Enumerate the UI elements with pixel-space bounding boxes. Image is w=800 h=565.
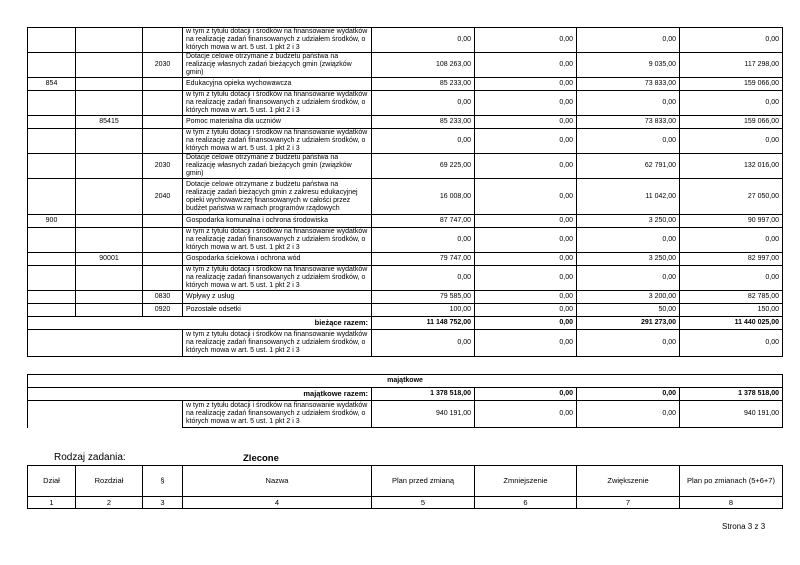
cell-rozdzial <box>76 91 143 116</box>
cell-plan: 79 585,00 <box>372 291 475 304</box>
cell-par <box>143 91 183 116</box>
cell-nazwa: w tym z tytułu dotacji i środków na finansowanie wydatków na realizację zadań finansowanych z udziałem środków, o których mowa w art. 5 ust. 1 pkt 2 i 3 <box>183 91 372 116</box>
cell-rozdzial <box>76 304 143 317</box>
cell-zwi: 0,00 <box>577 129 680 154</box>
cell-zmn: 0,00 <box>475 253 577 266</box>
table-row <box>28 215 783 228</box>
cell-po: 0,00 <box>680 228 783 253</box>
cell-nazwa: Edukacyjna opieka wychowawcza <box>183 78 372 91</box>
table-row <box>28 253 783 266</box>
majatkowe-zmn: 0,00 <box>475 388 577 401</box>
page-number: Strona 3 z 3 <box>722 522 766 531</box>
majatkowe-sub-po: 940 191,00 <box>680 401 783 428</box>
cell-par: 0830 <box>143 291 183 304</box>
cell-nazwa: Wpływy z usług <box>183 291 372 304</box>
cell-rozdzial: 85415 <box>76 116 143 129</box>
cell-par <box>143 253 183 266</box>
cell-rozdzial <box>76 154 143 179</box>
cell-plan: 85 233,00 <box>372 78 475 91</box>
cell-po: 90 997,00 <box>680 215 783 228</box>
biezace-sub-zwi: 0,00 <box>577 330 680 357</box>
majatkowe-sub-nazwa: w tym z tytułu dotacji i środków na finansowanie wydatków na realizację zadań finansowanych z udziałem środków, o których mowa w art. 5 ust. 1 pkt 2 i 3 <box>183 401 372 428</box>
cell-nazwa: w tym z tytułu dotacji i środków na finansowanie wydatków na realizację zadań finansowanych z udziałem środków, o których mowa w art. 5 ust. 1 pkt 2 i 3 <box>183 228 372 253</box>
cell-zmn: 0,00 <box>475 53 577 78</box>
cell-zwi: 0,00 <box>577 91 680 116</box>
cell-par: 2040 <box>143 179 183 215</box>
cell-po: 150,00 <box>680 304 783 317</box>
cell-plan: 79 747,00 <box>372 253 475 266</box>
majatkowe-sub-zmn: 0,00 <box>475 401 577 428</box>
cell-par: 2030 <box>143 53 183 78</box>
cell-plan: 87 747,00 <box>372 215 475 228</box>
cell-zwi: 3 200,00 <box>577 291 680 304</box>
cell-zmn: 0,00 <box>475 154 577 179</box>
cell-dzial <box>28 116 76 129</box>
cell-zwi: 9 035,00 <box>577 53 680 78</box>
cell-plan: 0,00 <box>372 91 475 116</box>
cell-zwi: 73 833,00 <box>577 116 680 129</box>
table-row <box>28 228 783 253</box>
cell-po: 117 298,00 <box>680 53 783 78</box>
cell-dzial <box>28 28 76 53</box>
cell-dzial <box>28 228 76 253</box>
cell-po: 27 050,00 <box>680 179 783 215</box>
majatkowe-table <box>27 374 783 428</box>
table-row <box>28 91 783 116</box>
majatkowe-po: 1 378 518,00 <box>680 388 783 401</box>
cell-dzial: 854 <box>28 78 76 91</box>
cell-zmn: 0,00 <box>475 179 577 215</box>
biezace-po: 11 440 025,00 <box>680 317 783 330</box>
cell-dzial: 900 <box>28 215 76 228</box>
cell-dzial <box>28 291 76 304</box>
cell-rozdzial <box>76 78 143 91</box>
cell-par <box>143 215 183 228</box>
cell-nazwa: Dotacje celowe otrzymane z budżetu państwa na realizację zadań bieżących gmin z zakresu edukacyjnej opieki wychowawczej finansowanych w całości przez budżet państwa w ramach programów rządowych <box>183 179 372 215</box>
budget-table <box>27 27 783 357</box>
table-row <box>28 291 783 304</box>
cell-nazwa: Gospodarka komunalna i ochrona środowiska <box>183 215 372 228</box>
cell-plan: 69 225,00 <box>372 154 475 179</box>
cell-zmn: 0,00 <box>475 78 577 91</box>
col-header-plan: Plan przed zmianą <box>372 466 475 497</box>
cell-par: 2030 <box>143 154 183 179</box>
cell-po: 82 997,00 <box>680 253 783 266</box>
col-header-zwiekszenie: Zwiększenie <box>577 466 680 497</box>
rodzaj-zadania-value: Zlecone <box>243 453 279 464</box>
biezace-sub-plan: 0,00 <box>372 330 475 357</box>
col-number: 3 <box>143 497 183 509</box>
cell-par <box>143 228 183 253</box>
cell-rozdzial <box>76 266 143 291</box>
biezace-zwi: 291 273,00 <box>577 317 680 330</box>
cell-nazwa: Dotacje celowe otrzymane z budżetu państwa na realizację własnych zadań bieżących gmin (związków gmin) <box>183 53 372 78</box>
cell-par <box>143 266 183 291</box>
cell-po: 82 785,00 <box>680 291 783 304</box>
cell-zmn: 0,00 <box>475 228 577 253</box>
col-header-dzial: Dział <box>28 466 76 497</box>
rodzaj-zadania-label: Rodzaj zadania: <box>54 452 126 463</box>
col-header-paragraf: § <box>143 466 183 497</box>
cell-plan: 0,00 <box>372 28 475 53</box>
empty-cell <box>28 330 183 357</box>
cell-plan: 100,00 <box>372 304 475 317</box>
col-header-nazwa: Nazwa <box>183 466 372 497</box>
cell-par <box>143 28 183 53</box>
cell-plan: 0,00 <box>372 129 475 154</box>
cell-zmn: 0,00 <box>475 28 577 53</box>
col-number: 1 <box>28 497 76 509</box>
cell-plan: 0,00 <box>372 266 475 291</box>
majatkowe-plan: 1 378 518,00 <box>372 388 475 401</box>
cell-zmn: 0,00 <box>475 116 577 129</box>
table-row <box>28 266 783 291</box>
cell-zmn: 0,00 <box>475 91 577 116</box>
cell-plan: 85 233,00 <box>372 116 475 129</box>
majatkowe-zwi: 0,00 <box>577 388 680 401</box>
cell-rozdzial <box>76 215 143 228</box>
majatkowe-sub-plan: 940 191,00 <box>372 401 475 428</box>
cell-plan: 108 263,00 <box>372 53 475 78</box>
cell-zwi: 50,00 <box>577 304 680 317</box>
cell-plan: 0,00 <box>372 228 475 253</box>
col-number: 8 <box>680 497 783 509</box>
majatkowe-total-label: majątkowe razem: <box>28 388 372 401</box>
biezace-sub-po: 0,00 <box>680 330 783 357</box>
table-row <box>28 28 783 53</box>
cell-nazwa: Pomoc materialna dla uczniów <box>183 116 372 129</box>
cell-zwi: 62 791,00 <box>577 154 680 179</box>
biezace-sub-nazwa: w tym z tytułu dotacji i środków na finansowanie wydatków na realizację zadań finansowanych z udziałem środków, o których mowa w art. 5 ust. 1 pkt 2 i 3 <box>183 330 372 357</box>
majatkowe-header: majątkowe <box>28 375 783 388</box>
cell-zwi: 0,00 <box>577 228 680 253</box>
cell-par: 0920 <box>143 304 183 317</box>
table-row <box>28 78 783 91</box>
col-number: 2 <box>76 497 143 509</box>
biezace-sub-row <box>28 330 783 357</box>
cell-zmn: 0,00 <box>475 304 577 317</box>
cell-nazwa: Dotacje celowe otrzymane z budżetu państwa na realizację własnych zadań bieżących gmin (związków gmin) <box>183 154 372 179</box>
table-row <box>28 116 783 129</box>
table-row <box>28 154 783 179</box>
cell-zmn: 0,00 <box>475 266 577 291</box>
cell-dzial <box>28 91 76 116</box>
cell-zwi: 0,00 <box>577 266 680 291</box>
col-number: 4 <box>183 497 372 509</box>
table-row <box>28 53 783 78</box>
cell-po: 159 066,00 <box>680 116 783 129</box>
cell-zwi: 3 250,00 <box>577 253 680 266</box>
cell-po: 0,00 <box>680 266 783 291</box>
cell-zmn: 0,00 <box>475 291 577 304</box>
cell-nazwa: w tym z tytułu dotacji i środków na finansowanie wydatków na realizację zadań finansowanych z udziałem środków, o których mowa w art. 5 ust. 1 pkt 2 i 3 <box>183 129 372 154</box>
cell-zwi: 73 833,00 <box>577 78 680 91</box>
cell-par <box>143 116 183 129</box>
table-row <box>28 129 783 154</box>
cell-zwi: 3 250,00 <box>577 215 680 228</box>
cell-po: 0,00 <box>680 91 783 116</box>
col-number: 7 <box>577 497 680 509</box>
cell-nazwa: w tym z tytułu dotacji i środków na finansowanie wydatków na realizację zadań finansowanych z udziałem środków, o których mowa w art. 5 ust. 1 pkt 2 i 3 <box>183 28 372 53</box>
cell-dzial <box>28 304 76 317</box>
cell-dzial <box>28 53 76 78</box>
cell-rozdzial <box>76 28 143 53</box>
cell-dzial <box>28 154 76 179</box>
col-number: 6 <box>475 497 577 509</box>
col-header-rozdzial: Rozdział <box>76 466 143 497</box>
cell-po: 0,00 <box>680 129 783 154</box>
cell-dzial <box>28 266 76 291</box>
cell-zwi: 11 042,00 <box>577 179 680 215</box>
cell-dzial <box>28 179 76 215</box>
biezace-total-row <box>28 317 783 330</box>
col-header-zmniejszenie: Zmniejszenie <box>475 466 577 497</box>
cell-rozdzial <box>76 129 143 154</box>
cell-plan: 16 008,00 <box>372 179 475 215</box>
cell-rozdzial <box>76 291 143 304</box>
table-row <box>28 179 783 215</box>
cell-nazwa: Gospodarka ściekowa i ochrona wód <box>183 253 372 266</box>
biezace-plan: 11 148 752,00 <box>372 317 475 330</box>
biezace-sub-zmn: 0,00 <box>475 330 577 357</box>
header-table <box>27 465 783 509</box>
cell-nazwa: w tym z tytułu dotacji i środków na finansowanie wydatków na realizację zadań finansowanych z udziałem środków, o których mowa w art. 5 ust. 1 pkt 2 i 3 <box>183 266 372 291</box>
cell-zwi: 0,00 <box>577 28 680 53</box>
majatkowe-sub-zwi: 0,00 <box>577 401 680 428</box>
cell-po: 0,00 <box>680 28 783 53</box>
cell-zmn: 0,00 <box>475 215 577 228</box>
biezace-total-label: bieżące razem: <box>28 317 372 330</box>
biezace-zmn: 0,00 <box>475 317 577 330</box>
col-number: 5 <box>372 497 475 509</box>
cell-dzial <box>28 129 76 154</box>
cell-par <box>143 129 183 154</box>
cell-nazwa: Pozostałe odsetki <box>183 304 372 317</box>
cell-po: 159 066,00 <box>680 78 783 91</box>
cell-po: 132 016,00 <box>680 154 783 179</box>
empty-cell <box>28 401 183 428</box>
cell-par <box>143 78 183 91</box>
table-row <box>28 304 783 317</box>
cell-dzial <box>28 253 76 266</box>
cell-zmn: 0,00 <box>475 129 577 154</box>
col-header-plan-po: Plan po zmianach (5+6+7) <box>680 466 783 497</box>
cell-rozdzial <box>76 179 143 215</box>
cell-rozdzial: 90001 <box>76 253 143 266</box>
cell-rozdzial <box>76 228 143 253</box>
cell-rozdzial <box>76 53 143 78</box>
